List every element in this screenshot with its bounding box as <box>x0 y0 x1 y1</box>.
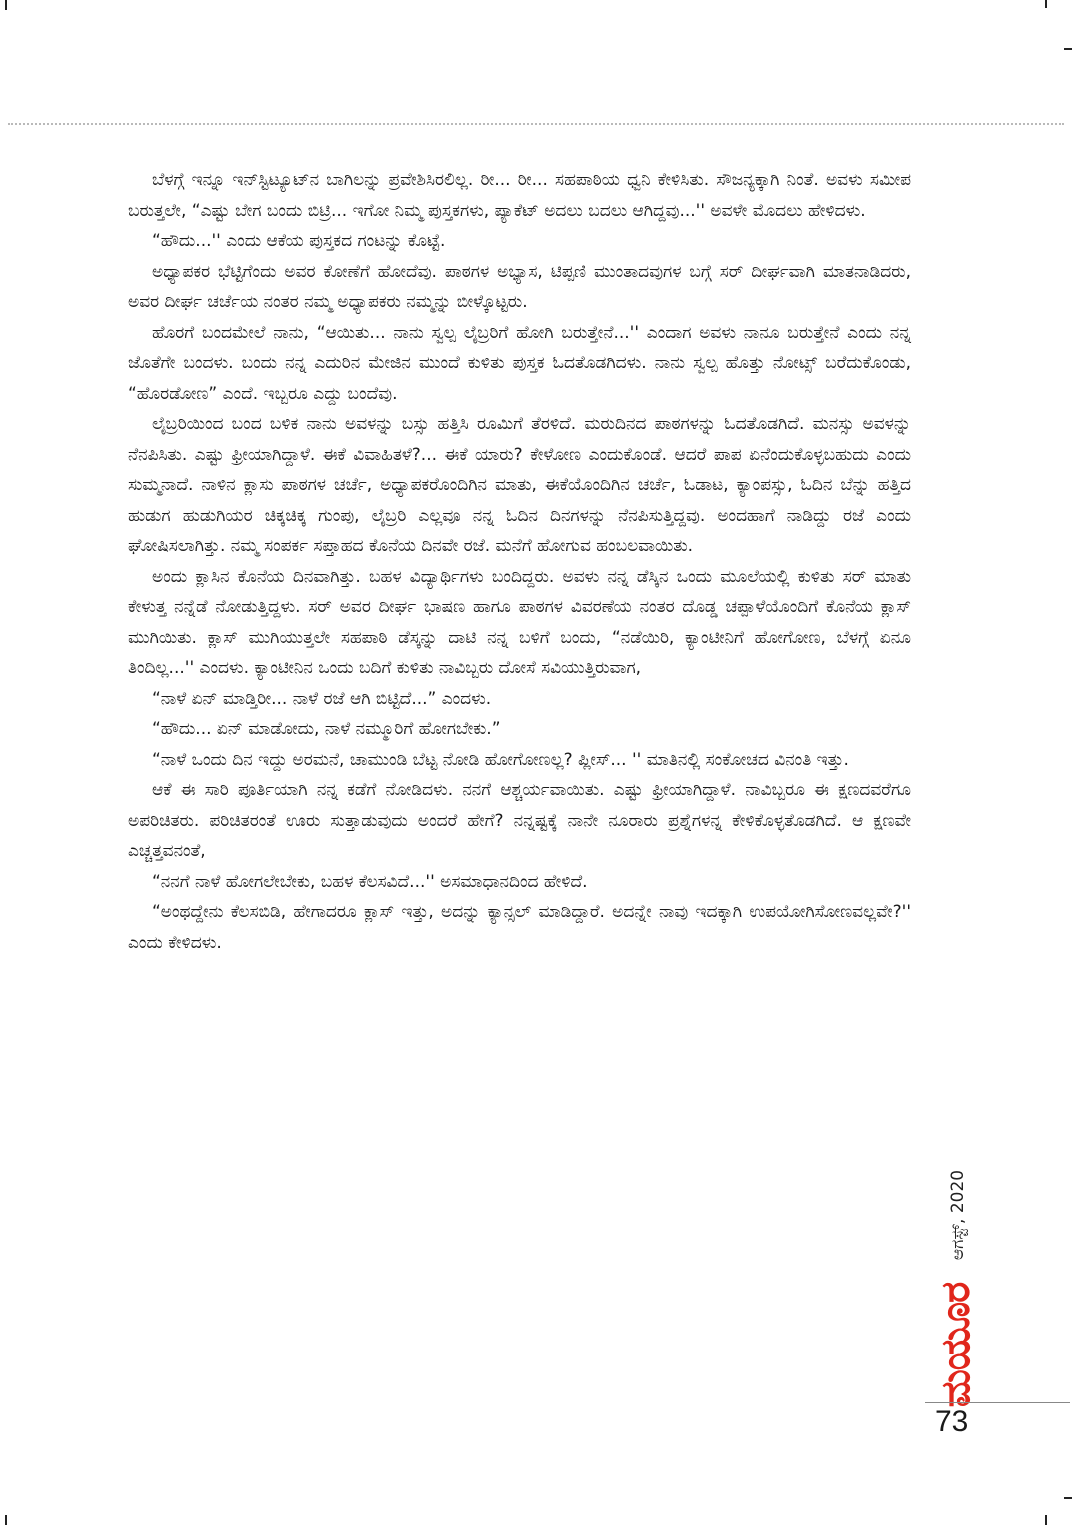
header-dotted-rule <box>8 123 1064 125</box>
paragraph: ಆಕೆ ಈ ಸಾರಿ ಪೂರ್ತಿಯಾಗಿ ನನ್ನ ಕಡೆಗೆ ನೋಡಿದಳು. ನನಗೆ ಆಶ್ಚರ್ಯವಾಯಿತು. ಎಷ್ಟು ಫ್ರೀಯಾಗಿದ್ದಾಳೆ. ನಾವಿಬ್ಬರೂ ಈ ಕ್ಷಣದವರೆಗೂ ಅಪರಿಚಿತರು. ಪರಿಚಿತರಂತೆ ಊರು ಸುತ್ತಾಡುವುದು ಅಂದರೆ ಹೇಗೆ? ನನ್ನಷ್ಟಕ್ಕೆ ನಾನೇ ನೂರಾರು ಪ್ರಶ್ನೆಗಳನ್ನ ಕೇಳಿಕೊಳ್ಳತೊಡಗಿದೆ. ಆ ಕ್ಷಣವೇ ಎಚ್ಚತ್ತವನಂತೆ, <box>128 780 911 861</box>
page-number: 73 <box>935 1405 969 1438</box>
paragraph: ಲೈಬ್ರರಿಯಿಂದ ಬಂದ ಬಳಿಕ ನಾನು ಅವಳನ್ನು ಬಸ್ಸು ಹತ್ತಿಸಿ ರೂಮಿಗೆ ತೆರಳಿದೆ. ಮರುದಿನದ ಪಾಠಗಳನ್ನು ಓದತೊಡಗಿದೆ. ಮನಸ್ಸು ಅವಳನ್ನು ನೆನಪಿಸಿತು. ಎಷ್ಟು ಫ್ರೀಯಾಗಿದ್ದಾಳೆ. ಈಕೆ ವಿವಾಹಿತಳೆ?... ಈಕೆ ಯಾರು? ಕೇಳೋಣ ಎಂದುಕೊಂಡೆ. ಆದರೆ ಪಾಪ ಏನೆಂದುಕೊಳ್ಳಬಹುದು ಎಂದು ಸುಮ್ಮನಾದೆ. ನಾಳಿನ ಕ್ಲಾಸು ಪಾಠಗಳ ಚರ್ಚೆ, ಅಧ್ಯಾಪಕರೊಂದಿಗಿನ ಮಾತು, ಈಕೆಯೊಂದಿಗಿನ ಚರ್ಚೆ, ಓಡಾಟ, ಕ್ಯಾಂಪಸ್ಸು, ಓದಿನ ಬೆನ್ನು ಹತ್ತಿದ ಹುಡುಗ ಹುಡುಗಿಯರ ಚಿಕ್ಕಚಿಕ್ಕ ಗುಂಪು, ಲೈಬ್ರರಿ ಎಲ್ಲವೂ ನನ್ನ ಓದಿನ ದಿನಗಳನ್ನು ನೆನಪಿಸುತ್ತಿದ್ದವು. ಅಂದಹಾಗೆ ನಾಡಿದ್ದು ರಜೆ ಎಂದು ಘೋಷಿಸಲಾಗಿತ್ತು. ನಮ್ಮ ಸಂಪರ್ಕ ಸಪ್ತಾಹದ ಕೊನೆಯ ದಿನವೇ ರಜೆ. ಮನೆಗೆ ಹೋಗುವ ಹಂಬಲವಾಯಿತು. <box>128 414 911 556</box>
article-body <box>128 165 911 958</box>
crop-mark-top-right <box>1045 0 1047 8</box>
magazine-logo: ಮಯೂರ <box>933 1282 979 1408</box>
crop-mark-right-top <box>1064 48 1072 50</box>
paragraph: ಅಂದು ಕ್ಲಾಸಿನ ಕೊನೆಯ ದಿನವಾಗಿತ್ತು. ಬಹಳ ವಿದ್ಯಾರ್ಥಿಗಳು ಬಂದಿದ್ದರು. ಅವಳು ನನ್ನ ಡೆಸ್ಕಿನ ಒಂದು ಮೂಲೆಯಲ್ಲಿ ಕುಳಿತು ಸರ್ ಮಾತು ಕೇಳುತ್ತ ನನ್ನೆಡೆ ನೋಡುತ್ತಿದ್ದಳು. ಸರ್ ಅವರ ದೀರ್ಘ ಭಾಷಣ ಹಾಗೂ ಪಾಠಗಳ ವಿವರಣೆಯ ನಂತರ ದೊಡ್ಡ ಚಪ್ಪಾಳೆಯೊಂದಿಗೆ ಕೊನೆಯ ಕ್ಲಾಸ್ ಮುಗಿಯಿತು. ಕ್ಲಾಸ್ ಮುಗಿಯುತ್ತಲೇ ಸಹಪಾಠಿ ಡೆಸ್ಕನ್ನು ದಾಟಿ ನನ್ನ ಬಳಿಗೆ ಬಂದು, “ನಡೆಯಿರಿ, ಕ್ಯಾಂಟೀನಿಗೆ ಹೋಗೋಣ, ಬೆಳಗ್ಗೆ ಏನೂ ತಿಂದಿಲ್ಲ...'' ಎಂದಳು. ಕ್ಯಾಂಟೀನಿನ ಒಂದು ಬದಿಗೆ ಕುಳಿತು ನಾವಿಬ್ಬರು ದೋಸೆ ಸವಿಯುತ್ತಿರುವಾಗ, <box>128 566 911 678</box>
crop-mark-bottom-right <box>1045 1515 1047 1525</box>
issue-date: ಆಗಸ್ಟ್, 2020 <box>948 1169 968 1261</box>
paragraph: ಅಧ್ಯಾಪಕರ ಭೆಟ್ಟಿಗೆಂದು ಅವರ ಕೋಣೆಗೆ ಹೋದೆವು. ಪಾಠಗಳ ಅಭ್ಯಾಸ, ಟಿಪ್ಪಣಿ ಮುಂತಾದವುಗಳ ಬಗ್ಗೆ ಸರ್ ದೀರ್ಘವಾಗಿ ಮಾತನಾಡಿದರು, ಅವರ ದೀರ್ಘ ಚರ್ಚೆಯ ನಂತರ ನಮ್ಮ ಅಧ್ಯಾಪಕರು ನಮ್ಮನ್ನು ಬೀಳ್ಕೊಟ್ಟರು. <box>128 261 911 312</box>
crop-mark-top-left <box>5 0 7 10</box>
paragraph: “ಅಂಥದ್ದೇನು ಕೆಲಸಬಿಡಿ, ಹೇಗಾದರೂ ಕ್ಲಾಸ್ ಇತ್ತು, ಅದನ್ನು ಕ್ಯಾನ್ಸಲ್ ಮಾಡಿದ್ದಾರೆ. ಅದನ್ನೇ ನಾವು ಇದಕ್ಕಾಗಿ ಉಪಯೋಗಿಸೋಣವಲ್ಲವೇ?'' ಎಂದು ಕೇಳಿದಳು. <box>128 902 911 953</box>
footer-rule <box>925 1402 1070 1403</box>
paragraph: ಹೊರಗೆ ಬಂದಮೇಲೆ ನಾನು, “ಆಯಿತು... ನಾನು ಸ್ವಲ್ಪ ಲೈಬ್ರರಿಗೆ ಹೋಗಿ ಬರುತ್ತೇನೆ...'' ಎಂದಾಗ ಅವಳು ನಾನೂ ಬರುತ್ತೇನೆ ಎಂದು ನನ್ನ ಜೊತೆಗೇ ಬಂದಳು. ಬಂದು ನನ್ನ ಎದುರಿನ ಮೇಜಿನ ಮುಂದೆ ಕುಳಿತು ಪುಸ್ತಕ ಓದತೊಡಗಿದಳು. ನಾನು ಸ್ವಲ್ಪ ಹೊತ್ತು ನೋಟ್ಸ್ ಬರೆದುಕೊಂಡು, “ಹೊರಡೋಣ” ಎಂದೆ. ಇಬ್ಬರೂ ಎದ್ದು ಬಂದೆವು. <box>128 322 911 404</box>
crop-mark-right-bottom <box>1064 1497 1072 1499</box>
crop-mark-bottom-left <box>5 1515 7 1525</box>
paragraph: “ಹೌದು... ಏನ್ ಮಾಡೋದು, ನಾಳೆ ನಮ್ಮೂರಿಗೆ ಹೋಗಬೇಕು.” <box>152 719 501 739</box>
paragraph: “ನನಗೆ ನಾಳೆ ಹೋಗಲೇಬೇಕು, ಬಹಳ ಕೆಲಸವಿದೆ...'' ಅಸಮಾಧಾನದಿಂದ ಹೇಳಿದೆ. <box>152 871 588 892</box>
paragraph: “ನಾಳೆ ಒಂದು ದಿನ ಇದ್ದು ಅರಮನೆ, ಚಾಮುಂಡಿ ಬೆಟ್ಟ ನೋಡಿ ಹೋಗೋಣಲ್ಲ? ಪ್ಲೀಸ್... '' ಮಾತಿನಲ್ಲಿ ಸಂಕೋಚದ ವಿನಂತಿ ಇತ್ತು. <box>152 749 849 770</box>
paragraph: ಬೆಳಗ್ಗೆ ಇನ್ನೂ ಇನ್‌ಸ್ಟಿಟ್ಯೂಟ್‌ನ ಬಾಗಿಲನ್ನು ಪ್ರವೇಶಿಸಿರಲಿಲ್ಲ. ರೀ... ರೀ... ಸಹಪಾಠಿಯ ಧ್ವನಿ ಕೇಳಿಸಿತು. ಸೌಜನ್ಯಕ್ಕಾಗಿ ನಿಂತೆ. ಅವಳು ಸಮೀಪ ಬರುತ್ತಲೇ, “ಎಷ್ಟು ಬೇಗ ಬಂದು ಬಿಟ್ರಿ... ಇಗೋ ನಿಮ್ಮ ಪುಸ್ತಕಗಳು, ಪ್ಯಾಕೆಟ್ ಅದಲು ಬದಲು ಆಗಿದ್ದವು...'' ಅವಳೇ ಮೊದಲು ಹೇಳಿದಳು. <box>128 170 911 221</box>
paragraph: “ಹೌದು...'' ಎಂದು ಆಕೆಯ ಪುಸ್ತಕದ ಗಂಟನ್ನು ಕೊಟ್ಟೆ. <box>152 231 446 251</box>
paragraph: “ನಾಳೆ ಏನ್ ಮಾಡ್ತಿರೀ... ನಾಳೆ ರಜೆ ಆಗಿ ಬಿಟ್ಟಿದೆ...” ಎಂದಳು. <box>152 688 492 709</box>
